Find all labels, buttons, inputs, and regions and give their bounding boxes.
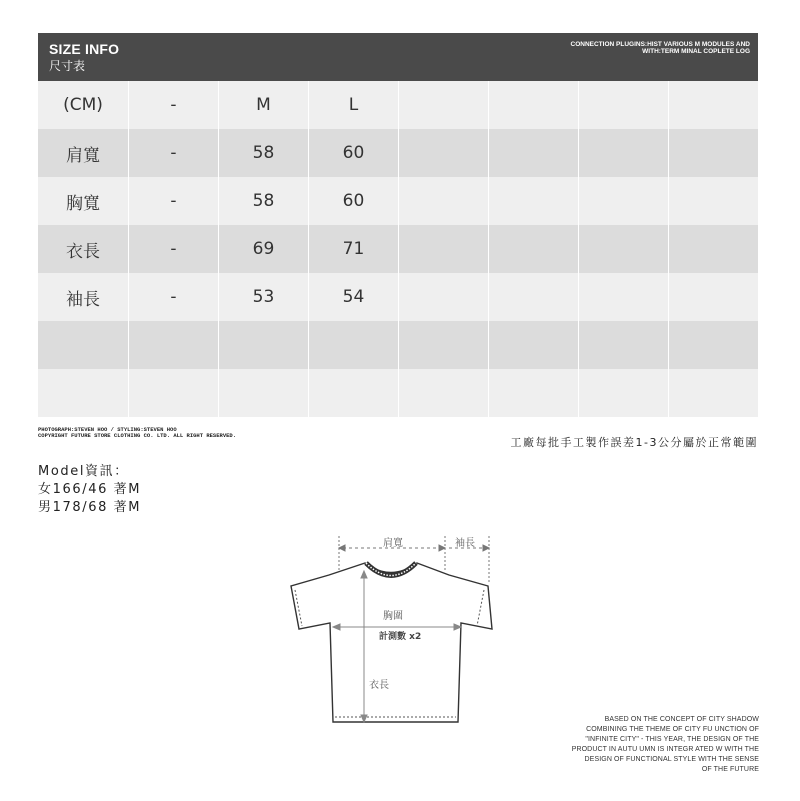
concept-line: COMBINING THE THEME OF CITY FU UNCTION OF xyxy=(586,726,759,733)
table-cell xyxy=(219,321,309,369)
table-cell: 53 xyxy=(219,273,309,321)
tolerance-notice: 工廠每批手工製作誤差1-3公分屬於正常範圍 xyxy=(510,436,758,449)
table-row xyxy=(38,369,758,417)
tshirt-outline xyxy=(291,563,492,722)
collar xyxy=(366,563,416,576)
header-subtitle: 尺寸表 xyxy=(49,59,86,73)
row-label-cell: 胸寬 xyxy=(38,177,129,225)
table-row xyxy=(38,129,758,177)
concept-text xyxy=(572,715,759,775)
concept-line: OF THE FUTURE xyxy=(701,766,759,773)
table-cell: 58 xyxy=(219,177,309,225)
table-cell xyxy=(579,321,669,369)
length-label: 衣長 xyxy=(369,680,389,691)
table-cell: 60 xyxy=(309,129,399,177)
table-row xyxy=(38,81,758,129)
concept-line: "INFINITE CITY" - THIS YEAR, THE DESIGN OF THE xyxy=(585,736,759,743)
sleeve-seams xyxy=(295,590,484,717)
chest-label: 胸圍 xyxy=(383,611,403,622)
model-info xyxy=(38,463,141,517)
table-cell: - xyxy=(129,177,219,225)
header-tagline-line1: CONNECTION PLUGINS:HIST VARIOUS M MODULES AND xyxy=(570,41,750,48)
concept-line: PRODUCT IN AUTU UMN IS INTEGR ATED W WITH THE xyxy=(571,746,759,753)
chest-note: 計測數 x2 xyxy=(379,632,422,642)
shoulder-label: 肩寬 xyxy=(383,538,403,549)
table-row xyxy=(38,177,758,225)
table-cell xyxy=(489,129,579,177)
table-cell: L xyxy=(309,81,399,129)
table-cell xyxy=(399,177,489,225)
concept-line: DESIGN OF FUNCTIONAL STYLE WITH THE SENSE xyxy=(584,756,759,763)
table-cell xyxy=(579,129,669,177)
table-cell xyxy=(489,273,579,321)
table-cell xyxy=(669,321,758,369)
table-cell: 54 xyxy=(309,273,399,321)
concept-line: BASED ON THE CONCEPT OF CITY SHADOW xyxy=(604,716,759,723)
table-cell xyxy=(399,81,489,129)
table-row xyxy=(38,225,758,273)
row-label-cell: 肩寬 xyxy=(38,129,129,177)
model-female: 女166/46 著M xyxy=(38,482,142,497)
size-info-header xyxy=(38,33,758,81)
table-row xyxy=(38,273,758,321)
model-info-title: Model資訊： xyxy=(38,464,129,479)
table-cell xyxy=(399,369,489,417)
table-cell xyxy=(129,369,219,417)
row-label-cell xyxy=(38,321,129,369)
table-cell: M xyxy=(219,81,309,129)
table-cell xyxy=(309,321,399,369)
table-cell xyxy=(399,273,489,321)
table-cell xyxy=(219,369,309,417)
table-cell xyxy=(669,177,758,225)
credits-line2: COPYRIGHT FUTURE STORE CLOTHING CO. LTD. ALL RIGHT RESERVED. xyxy=(38,432,237,439)
size-table xyxy=(38,81,758,417)
table-cell xyxy=(399,225,489,273)
chest-measure xyxy=(333,624,461,630)
table-cell xyxy=(489,81,579,129)
table-cell xyxy=(489,177,579,225)
tshirt-measurement-diagram xyxy=(287,530,507,730)
row-label-cell: (CM) xyxy=(38,81,129,129)
table-cell xyxy=(129,321,219,369)
header-tagline-line2: WITH:TERM MINAL COPLETE LOG xyxy=(642,48,750,55)
table-cell: - xyxy=(129,81,219,129)
row-label-cell xyxy=(38,369,129,417)
sleeve-label: 袖長 xyxy=(455,538,475,549)
table-cell xyxy=(579,273,669,321)
table-cell: 58 xyxy=(219,129,309,177)
table-cell xyxy=(489,369,579,417)
table-cell xyxy=(669,81,758,129)
table-row xyxy=(38,321,758,369)
table-cell: - xyxy=(129,225,219,273)
table-cell: 60 xyxy=(309,177,399,225)
table-cell xyxy=(579,225,669,273)
table-cell xyxy=(489,321,579,369)
table-cell xyxy=(669,225,758,273)
table-cell: - xyxy=(129,273,219,321)
table-cell xyxy=(669,273,758,321)
header-title: SIZE INFO xyxy=(49,41,120,57)
table-cell xyxy=(579,369,669,417)
table-cell xyxy=(489,225,579,273)
row-label-cell: 衣長 xyxy=(38,225,129,273)
table-cell xyxy=(309,369,399,417)
header-tagline xyxy=(571,41,750,55)
table-cell xyxy=(669,369,758,417)
table-cell: 69 xyxy=(219,225,309,273)
credits-line1: PHOTOGRAPH:STEVEN HOO / STYLING:STEVEN HOO xyxy=(38,426,177,433)
length-measure xyxy=(361,571,367,722)
row-label-cell: 袖長 xyxy=(38,273,129,321)
table-cell xyxy=(399,129,489,177)
table-cell xyxy=(579,81,669,129)
table-cell xyxy=(669,129,758,177)
table-cell xyxy=(579,177,669,225)
photo-credits xyxy=(38,427,236,439)
table-cell: - xyxy=(129,129,219,177)
table-cell xyxy=(399,321,489,369)
table-cell: 71 xyxy=(309,225,399,273)
model-male: 男178/68 著M xyxy=(38,500,142,515)
